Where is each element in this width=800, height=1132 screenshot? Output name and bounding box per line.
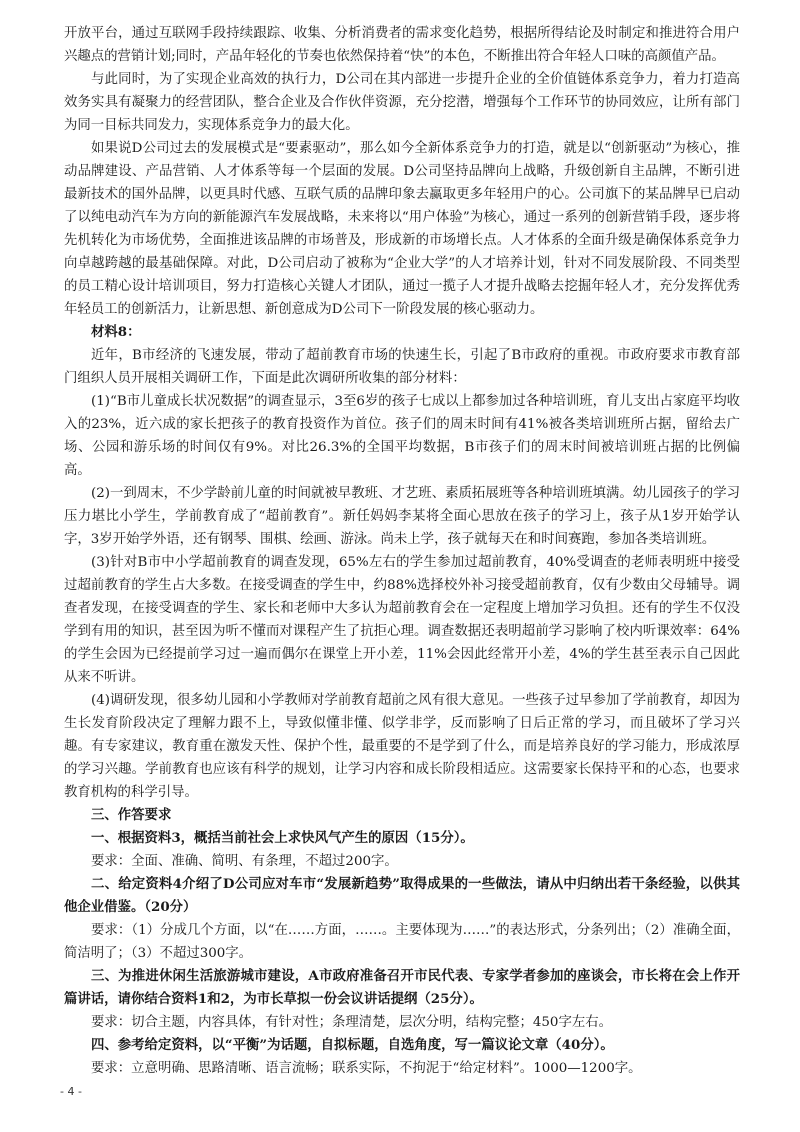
document-body	[64, 22, 740, 1080]
body-paragraph: (2)一到周末，不少学龄前儿童的时间就被早教班、才艺班、素质拓展班等各种培训班填满。幼儿园孩子的学习压力堪比小学生，学前教育成了“超前教育”。新任妈妈李某将全面心思放在孩子的学习上，孩子从1岁开始学认字，3岁开始学外语，还有钢琴、围棋、绘画、游泳。尚未上学，孩子就每天在和时间赛跑，参加各类培训班。	[64, 486, 740, 547]
body-paragraph: 要求：全面、准确、简明、有条理，不超过200字。	[91, 854, 398, 869]
body-paragraph: 要求：立意明确、思路清晰、语言流畅；联系实际，不拘泥于“给定材料”。1000—1200字。	[91, 1061, 642, 1076]
body-paragraph: (4)调研发现，很多幼儿园和小学教师对学前教育超前之风有很大意见。一些孩子过早参加了学前教育，却因为生长发育阶段决定了理解力跟不上，导致似懂非懂、似学非学，反而影响了日后正常的学习，而且破坏了学习兴趣。有专家建议，教育重在激发天性、保护个性，最重要的不是学到了什么，而是培养良好的学习能力，形成浓厚的学习兴趣。学前教育也应该有科学的规划，让学习内容和成长阶段相适应。这需要家长保持平和的心态，也要求教育机构的科学引导。	[64, 693, 740, 800]
section-heading: 二、给定资料4介绍了D公司应对车市“发展新趋势”取得成果的一些做法，请从中归纳出若干条经验，以供其他企业借鉴。（20分）	[64, 876, 740, 915]
body-paragraph: 要求：切合主题，内容具体，有针对性；条理清楚，层次分明，结构完整；450字左右。	[91, 1015, 613, 1030]
section-heading: 一、根据资料3，概括当前社会上求快风气产生的原因（15分）。	[91, 830, 474, 846]
body-paragraph: 与此同时，为了实现企业高效的执行力，D公司在其内部进一步提升企业的全价值链体系竞争力，着力打造高效务实具有凝聚力的经营团队，整合企业及合作伙伴资源，充分挖潜，增强每个工作环节的协同效应，让所有部门为同一目标共同发力，实现体系竞争力的最大化。	[64, 72, 740, 133]
section-heading: 四、参考给定资料，以“平衡”为话题，自拟标题，自选角度，写一篇议论文章（40分）。	[91, 1037, 614, 1053]
page-number: - 4 -	[60, 1085, 82, 1098]
section-heading: 材料8：	[91, 324, 141, 340]
body-paragraph: (3)针对B市中小学超前教育的调查发现，65%左右的学生参加过超前教育，40%受调查的老师表明班中接受过超前教育的学生占大多数。在接受调查的学生中，约88%选择校外补习接受超前教育，仅有少数由父母辅导。调查者发现，在接受调查的学生、家长和老师中大多认为超前教育会在一定程度上增加学习负担。还有的学生不仅没学到有用的知识，甚至因为听不懂而对课程产生了抗拒心理。调查数据还表明超前学习影响了校内听课效率：64%的学生会因为已经提前学习过一遍而偶尔在课堂上开小差，11%会因此经常开小差，4%的学生甚至表示自己因此从来不听讲。	[64, 555, 740, 685]
section-heading: 三、作答要求	[91, 807, 172, 823]
body-paragraph: 近年，B市经济的飞速发展，带动了超前教育市场的快速生长，引起了B市政府的重视。市政府要求市教育部门组织人员开展相关调研工作，下面是此次调研所收集的部分材料：	[64, 348, 740, 386]
section-heading: 三、为推进休闲生活旅游城市建设，A市政府准备召开市民代表、专家学者参加的座谈会，市长将在会上作开篇讲话，请你结合资料1和2，为市长草拟一份会议讲话提纲（25分）。	[64, 968, 740, 1007]
body-paragraph: 如果说D公司过去的发展模式是“要素驱动”，那么如今全新体系竞争力的打造，就是以“创新驱动”为核心，推动品牌建设、产品营销、人才体系等每一个层面的发展。D公司坚持品牌向上战略，升级创新自主品牌，不断引进最新技术的国外品牌，以更具时代感、互联气质的品牌印象去赢取更多年轻用户的心。公司旗下的某品牌早已启动了以纯电动汽车为方向的新能源汽车发展战略，未来将以“用户体验”为核心，通过一系列的创新营销手段，逐步将先机转化为市场优势，全面推进该品牌的市场普及，形成新的市场增长点。人才体系的全面升级是确保体系竞争力向卓越跨越的最基础保障。对此，D公司启动了被称为“企业大学”的人才培养计划，针对不同发展阶段、不同类型的员工精心设计培训项目，努力打造核心关键人才团队，通过一揽子人才提升战略去挖掘年轻人才，充分发挥优秀年轻员工的创新活力，让新思想、新创意成为D公司下一阶段发展的核心驱动力。	[64, 141, 740, 317]
body-paragraph: 要求：（1）分成几个方面，以“在……方面，……。主要体现为……”的表达形式，分条列出；（2）准确全面，简洁明了；（3）不超过300字。	[64, 923, 740, 961]
body-paragraph: (1)“B市儿童成长状况数据”的调查显示，3至6岁的孩子七成以上都参加过各种培训班，育儿支出占家庭平均收入的23%，近六成的家长把孩子的教育投资作为首位。孩子们的周末时间有41%被各类培训班所占据，留给去广场、公园和游乐场的时间仅有9%。对比26.3%的全国平均数据，B市孩子们的周末时间被培训班占据的比例偏高。	[64, 394, 740, 478]
body-paragraph: 开放平台，通过互联网手段持续跟踪、收集、分析消费者的需求变化趋势，根据所得结论及时制定和推进符合用户兴趣点的营销计划;同时，产品年轻化的节奏也依然保持着“快”的本色，不断推出符合年轻人口味的高颜值产品。	[64, 26, 740, 64]
